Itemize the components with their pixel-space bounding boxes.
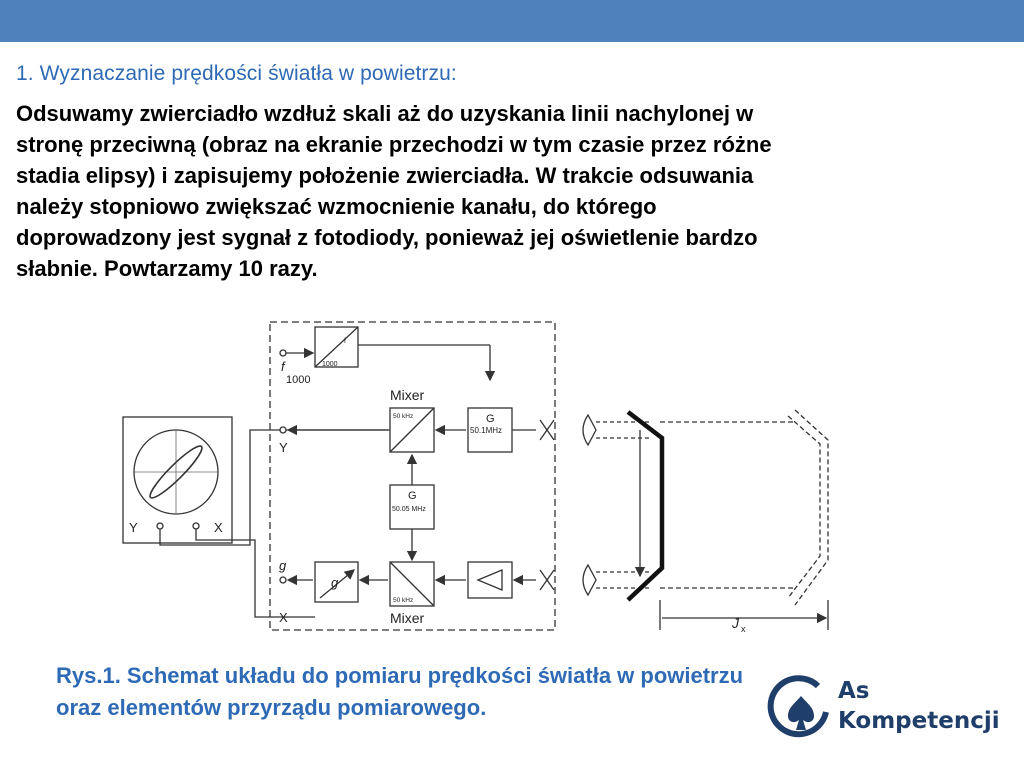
input-g-label: g (279, 558, 287, 573)
logo-mark-icon (766, 672, 836, 752)
mixer-top-label: Mixer (390, 387, 425, 403)
body-line: słabnie. Powtarzamy 10 razy. (16, 256, 318, 281)
dimension-subscript: x (741, 624, 746, 634)
dimension-label: J (732, 615, 739, 631)
mirror-moved (795, 410, 828, 605)
gen-top-label: G (486, 413, 495, 425)
mixer-bottom-freq: 50 kHz (393, 597, 414, 604)
body-line: doprowadzony jest sygnał z fotodiody, ponieważ jej oświetlenie bardzo (16, 225, 758, 250)
input-x-label: X (279, 610, 288, 625)
body-line: Odsuwamy zwierciadło wzdłuż skali aż do uzyskania linii nachylonej w (16, 101, 754, 126)
caption-line: oraz elementów przyrządu pomiarowego. (56, 695, 487, 720)
input-1000-label: 1000 (286, 374, 311, 386)
slide-heading: 1. Wyznaczanie prędkości światła w powietrzu: (16, 62, 457, 85)
mixer-bottom-label: Mixer (390, 610, 425, 626)
logo-text-line2: Kompetencji (838, 708, 1000, 734)
gen-mid-label: G (408, 490, 417, 502)
gain-label: g (331, 575, 339, 590)
lens-top (583, 415, 596, 445)
scope-x-label: X (214, 520, 223, 535)
divider-label-1000: 1000 (322, 361, 338, 368)
mixer-top-freq: 50 kHz (393, 413, 414, 420)
input-f-label: f (281, 359, 285, 374)
lens-bottom (583, 565, 596, 595)
body-line: stadia elipsy) i zapisujemy położenie zwierciadła. W trakcie odsuwania (16, 163, 754, 188)
logo-text-line1: As (838, 678, 870, 704)
amplifier (468, 562, 512, 598)
body-line: należy stopniowo zwiększać wzmocnienie kanału, do którego (16, 194, 657, 219)
logo (766, 672, 1006, 752)
caption-line: Rys.1. Schemat układu do pomiaru prędkości światła w powietrzu (56, 663, 744, 688)
divider-label-f: f (344, 338, 346, 345)
scope-y-label: Y (129, 520, 138, 535)
input-y-label: Y (279, 440, 288, 455)
gen-top-freq: 50.1MHz (470, 426, 503, 435)
body-line: stronę przeciwną (obraz na ekranie przechodzi w tym czasie przez różne (16, 132, 772, 157)
gen-mid-freq: 50.05 MHz (392, 506, 426, 513)
